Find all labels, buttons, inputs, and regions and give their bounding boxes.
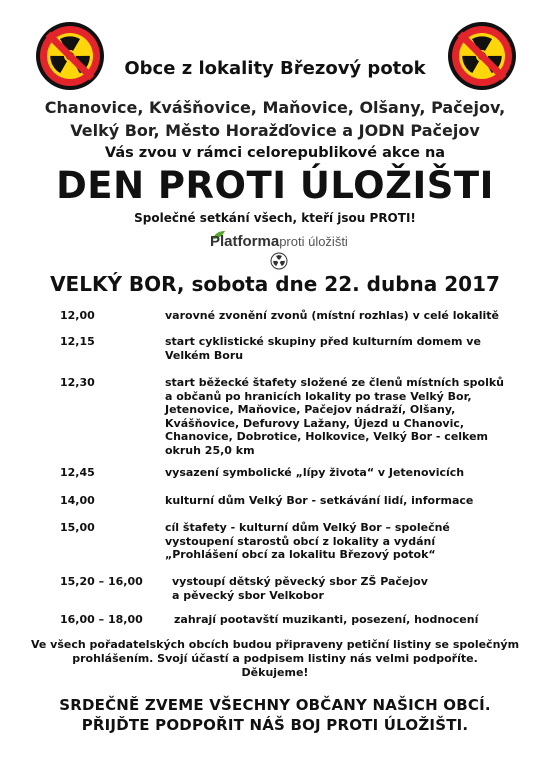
schedule-time: 15,00 [60, 521, 95, 534]
schedule-time: 12,30 [60, 376, 95, 389]
no-radiation-icon [34, 20, 106, 92]
cta-line: SRDEČNĚ ZVEME VŠECHNY OBČANY NAŠICH OBCÍ. [59, 696, 491, 714]
schedule-time: 12,15 [60, 335, 95, 348]
schedule-desc [174, 613, 514, 627]
schedule-line: start cyklistické skupiny před kulturním domem ve [165, 335, 481, 348]
schedule-desc [165, 466, 505, 480]
schedule-time: 16,00 – 18,00 [60, 613, 143, 626]
page-title: Obce z lokality Březový potok [124, 58, 426, 79]
thanks-text: Děkujeme! [241, 666, 309, 679]
villages-line: Chanovice, Kvášňovice, Maňovice, Olšany, Pačejov, [44, 98, 506, 117]
radiation-small-icon [270, 252, 288, 270]
schedule-line: okruh 25,0 km [165, 443, 255, 457]
schedule-line: Kvášňovice, Defurovy Lažany, Újezd u Chanovic, [165, 416, 465, 430]
schedule-line: vystoupení starostů obcí z lokality a vydání [165, 534, 436, 548]
schedule-line: zahrají pootavští muzikanti, posezení, hodnocení [174, 613, 479, 626]
no-radiation-icon [446, 20, 518, 92]
call-to-action [0, 695, 550, 735]
note-line: Ve všech pořadatelských obcích budou připraveny petiční listiny se společným [30, 638, 520, 651]
platform-name: Platforma [210, 233, 280, 250]
cta-line: PŘIJĎTE PODPOŘIT NÁŠ BOJ PROTI ÚLOŽIŠTI. [81, 716, 469, 734]
schedule-line: vysazení symbolické „lípy života“ v Jetenovicích [165, 466, 465, 479]
schedule-desc [165, 494, 505, 508]
schedule-line: kulturní dům Velký Bor - setkávání lidí, informace [165, 494, 474, 507]
petition-note [0, 638, 550, 680]
schedule-desc [165, 521, 505, 562]
event-title: DEN PROTI ÚLOŽIŠTI [56, 164, 494, 207]
schedule-line: Velkém Boru [165, 348, 244, 362]
schedule-desc [165, 376, 505, 457]
event-subtitle: Společné setkání všech, kteří jsou PROTI! [134, 211, 416, 225]
schedule-line: cíl štafety - kulturní dům Velký Bor – společné [165, 521, 450, 534]
note-line: prohlášením. Svojí účastí a podpisem listiny nás velmi podpoříte. [72, 652, 478, 665]
schedule-desc [165, 335, 505, 362]
schedule-line: „Prohlášení obcí za lokalitu Březový potok“ [165, 548, 436, 561]
schedule-time: 12,00 [60, 309, 95, 322]
schedule-time: 12,45 [60, 466, 95, 479]
schedule-line: start běžecké štafety složené ze členů místních spolků [165, 376, 505, 389]
schedule-time: 14,00 [60, 494, 95, 507]
villages-line: Velký Bor, Město Horažďovice a JODN Pačejov [70, 121, 480, 140]
schedule-line: Jetenovice, Maňovice, Pačejov nádraží, Olšany, [165, 403, 456, 416]
schedule-line: a pěvecký sbor Velkobor [172, 588, 324, 602]
event-date: VELKÝ BOR, sobota dne 22. dubna 2017 [50, 272, 500, 296]
schedule-desc [165, 309, 505, 323]
invite-text: Vás zvou v rámci celorepublikové akce na [104, 145, 446, 161]
schedule-line: Chanovice, Dobrotice, Holkovice, Velký Bor - celkem [165, 430, 488, 443]
villages-list [0, 96, 550, 142]
schedule-time: 15,20 – 16,00 [60, 575, 143, 588]
schedule-desc [172, 575, 512, 602]
schedule-line: varovné zvonění zvonů (místní rozhlas) v celé lokalitě [165, 309, 500, 322]
schedule-line: a občanů po hranicích lokality po trase Velký Bor, [165, 389, 472, 403]
platform-tagline: proti úložišti [279, 234, 348, 249]
schedule-line: vystoupí dětský pěvecký sbor ZŠ Pačejov [172, 575, 428, 588]
platform-logo [210, 230, 350, 272]
